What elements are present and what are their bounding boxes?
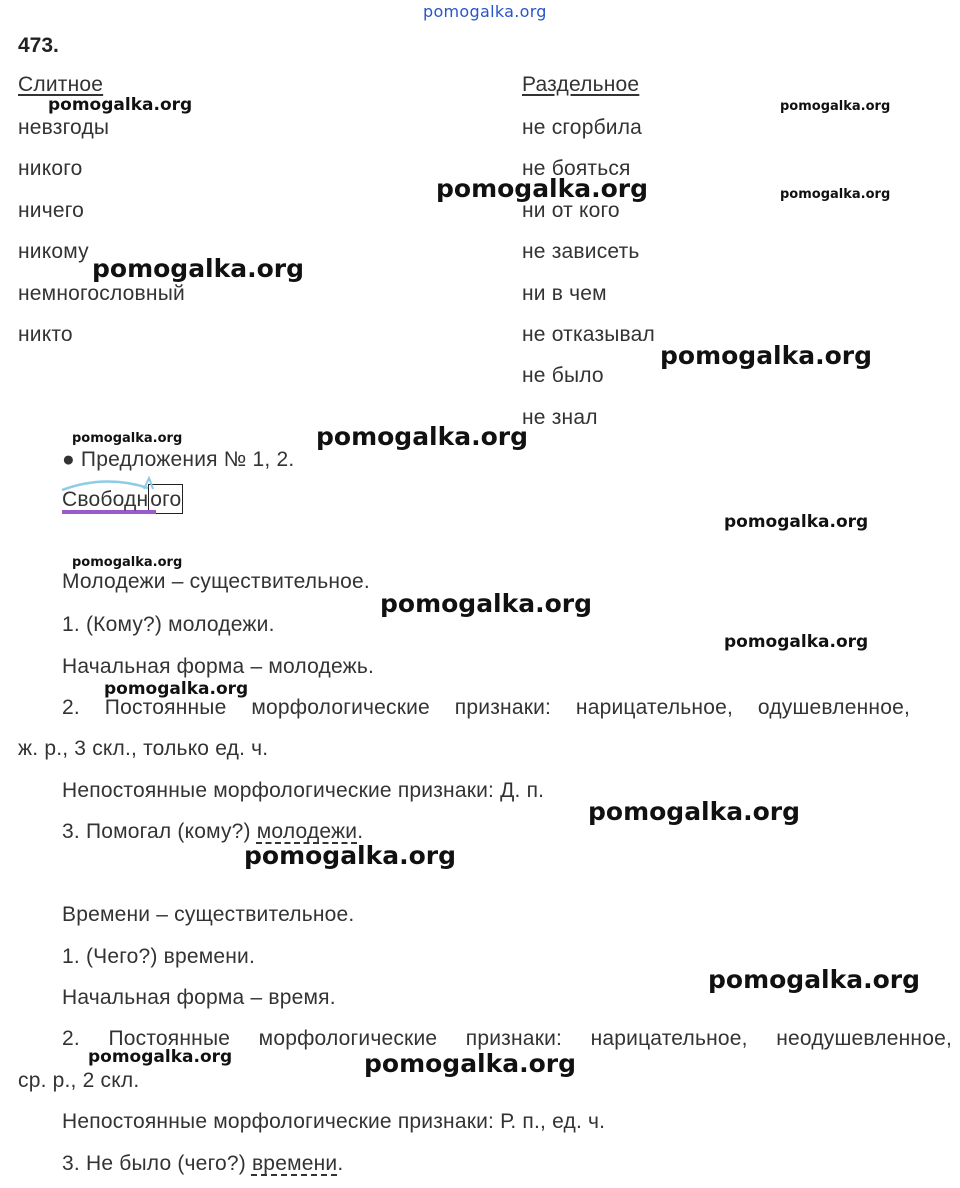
parse1-heading: Молодежи – существительное. xyxy=(62,570,370,593)
word-stem: Свободн xyxy=(62,488,149,511)
watermark: pomogalka.org xyxy=(780,187,891,202)
merged-word: ничего xyxy=(18,199,85,222)
parse1-question: 1. (Кому?) молодежи. xyxy=(62,613,275,636)
exercise-number: 473. xyxy=(18,34,59,57)
parse2-constant-features: 2. Постоянные морфологические признаки: нарицательное, неодушевленное, xyxy=(62,1027,952,1050)
watermark: pomogalka.org xyxy=(104,679,249,699)
separate-word: не зависеть xyxy=(522,240,640,263)
watermark-top: pomogalka.org xyxy=(423,2,547,21)
parse2-syntax-role xyxy=(62,1152,343,1176)
parse1-constant-features: 2. Постоянные морфологические признаки: нарицательное, одушевленное, xyxy=(62,696,910,719)
watermark: pomogalka.org xyxy=(316,422,529,451)
separate-word: ни от кого xyxy=(522,199,620,222)
watermark: pomogalka.org xyxy=(724,632,869,652)
parse2-syntax-prefix: 3. Не было (чего?) xyxy=(62,1152,252,1175)
word-ending-box: ого xyxy=(148,484,183,514)
parse1-underlined-word: молодежи xyxy=(256,820,358,843)
watermark: pomogalka.org xyxy=(72,555,183,570)
merged-word: никому xyxy=(18,240,89,263)
parse2-heading: Времени – существительное. xyxy=(62,903,355,926)
column-header-merged: Слитное xyxy=(18,73,104,96)
watermark: pomogalka.org xyxy=(588,797,801,826)
morpheme-word xyxy=(62,484,183,520)
watermark: pomogalka.org xyxy=(708,965,921,994)
watermark: pomogalka.org xyxy=(88,1047,233,1067)
watermark: pomogalka.org xyxy=(380,589,593,618)
parse1-initial-form: Начальная форма – молодежь. xyxy=(62,655,375,678)
watermark: pomogalka.org xyxy=(780,99,891,114)
watermark: pomogalka.org xyxy=(244,841,457,870)
parse2-variable-features: Непостоянные морфологические признаки: Р. п., ед. ч. xyxy=(62,1110,606,1133)
separate-word: не знал xyxy=(522,406,598,429)
parse1-variable-features: Непостоянные морфологические признаки: Д. п. xyxy=(62,779,545,802)
watermark: pomogalka.org xyxy=(660,341,873,370)
parse2-question: 1. (Чего?) времени. xyxy=(62,945,255,968)
merged-word: никого xyxy=(18,157,83,180)
watermark: pomogalka.org xyxy=(436,174,649,203)
parse2-constant-features-cont: ср. р., 2 скл. xyxy=(18,1069,140,1092)
watermark: pomogalka.org xyxy=(364,1049,577,1078)
watermark: pomogalka.org xyxy=(48,95,193,115)
merged-word: невзгоды xyxy=(18,116,110,139)
merged-word: немногословный xyxy=(18,282,185,305)
watermark: pomogalka.org xyxy=(72,431,183,446)
parse1-syntax-prefix: 3. Помогал (кому?) xyxy=(62,820,257,843)
separate-word: не бояться xyxy=(522,157,631,180)
column-header-separate: Раздельное xyxy=(522,73,640,96)
separate-word: не отказывал xyxy=(522,323,656,346)
parse2-syntax-suffix: . xyxy=(337,1152,344,1175)
separate-word: не сгорбила xyxy=(522,116,643,139)
parse1-syntax-suffix: . xyxy=(357,820,364,843)
separate-word: не было xyxy=(522,364,604,387)
parse2-initial-form: Начальная форма – время. xyxy=(62,986,336,1009)
watermark: pomogalka.org xyxy=(92,254,305,283)
sentences-note: ● Предложения № 1, 2. xyxy=(62,448,295,471)
watermark: pomogalka.org xyxy=(724,512,869,532)
separate-word: ни в чем xyxy=(522,282,607,305)
merged-word: никто xyxy=(18,323,73,346)
parse2-underlined-word: времени xyxy=(251,1152,338,1175)
parse1-constant-features-cont: ж. р., 3 скл., только ед. ч. xyxy=(18,737,269,760)
